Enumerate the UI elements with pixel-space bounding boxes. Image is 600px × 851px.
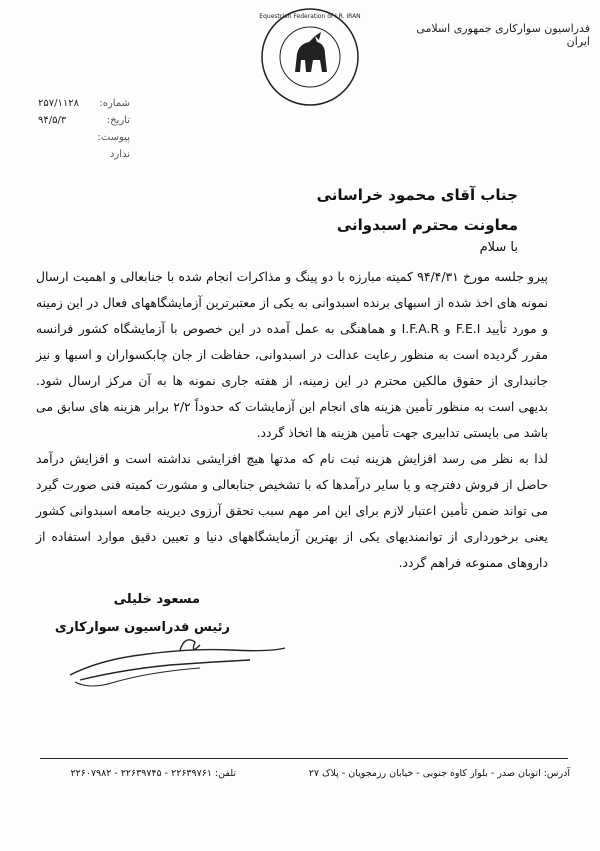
letter-attachment: پیوست: [97,132,130,143]
greeting: با سلام [479,240,518,255]
footer-address: آدرس: اتوبان صدر - بلوار کاوه جنوبی - خیابان رزمجویان - پلاک ۲۷ [308,768,570,779]
letter-body [36,264,548,576]
federation-name: فدراسیون سوارکاری جمهوری اسلامی ایران [416,22,590,48]
handwritten-signature [60,620,300,700]
horse-icon [255,2,365,112]
signer-title: رئیس فدراسیون سوارکاری [54,620,230,635]
footer-divider [40,758,568,759]
letter-date: تاریخ: ۹۴/۵/۳ [38,115,130,126]
federation-logo [255,2,365,112]
paragraph-1: پیرو جلسه مورخ ۹۴/۴/۳۱ کمیته مبارزه با دو پینگ و مذاکرات انجام شده با جنابعالی و اهمیت ارسال نمونه های اخذ شده از اسبهای برنده اسبدوانی به یکی از معتبرترین آزمایشگاههای فعال در این زمینه و مورد تأیید F.E.I و I.F.A.R و هماهنگی به عمل آمده در این خصوص با آزمایشگاه کشور فرانسه مقرر گردیده است به منظور رعایت عدالت در اسبدوانی، حفاظت از جان چابکسواران و اسبها و نیز جانبداری از حقوق مالکین محترم در این زمینه، از هفته جاری نمونه ها به آن مرکز ارسال شود. بدیهی است به منظور تأمین هزینه های انجام این آزمایشات که حدوداً ۲/۲ برابر هزینه های سابق می باشد می بایستی تدابیری جهت تأمین هزینه ها اتخاذ گردد. [36,269,548,440]
paragraph-2: لذا به نظر می رسد افزایش هزینه ثبت نام که مدتها هیچ افزایشی نداشته است و افزایش درآمد حاصل از فروش دفترچه و یا سایر درآمدها که با تشخیص جنابعالی و مشورت کمیته فنی صورت گیرد می تواند ضمن تأمین اعتبار لازم برای این امر مهم سبب تحقق آرزوی دیرینه جامعه اسبدوانی کشور یعنی برخورداری از توانمندیهای یکی از بهترین آزمایشگاههای دنیا و تعیین دقیق موارد استفاده از داروهای ممنوعه فراهم گردد. [36,451,548,570]
letter-attachment-value: ندارد [109,149,130,160]
letter-meta [30,98,130,166]
addressee-title: معاونت محترم اسبدوانی [336,216,518,234]
footer-phone: تلفن: ۲۲۶۳۹۷۶۱ - ۲۲۶۳۹۷۴۵ - ۲۲۶۰۷۹۸۲ [70,768,236,779]
addressee [168,180,518,240]
svg-text:Equestrian Federation of I.R.: Equestrian Federation of I.R. IRAN [259,13,361,20]
signer-name: مسعود خلیلی [113,592,200,607]
addressee-name: جناب آقای محمود خراسانی [316,186,518,204]
letter-number: شماره: ۲۵۷/۱۱۲۸ [38,98,130,109]
